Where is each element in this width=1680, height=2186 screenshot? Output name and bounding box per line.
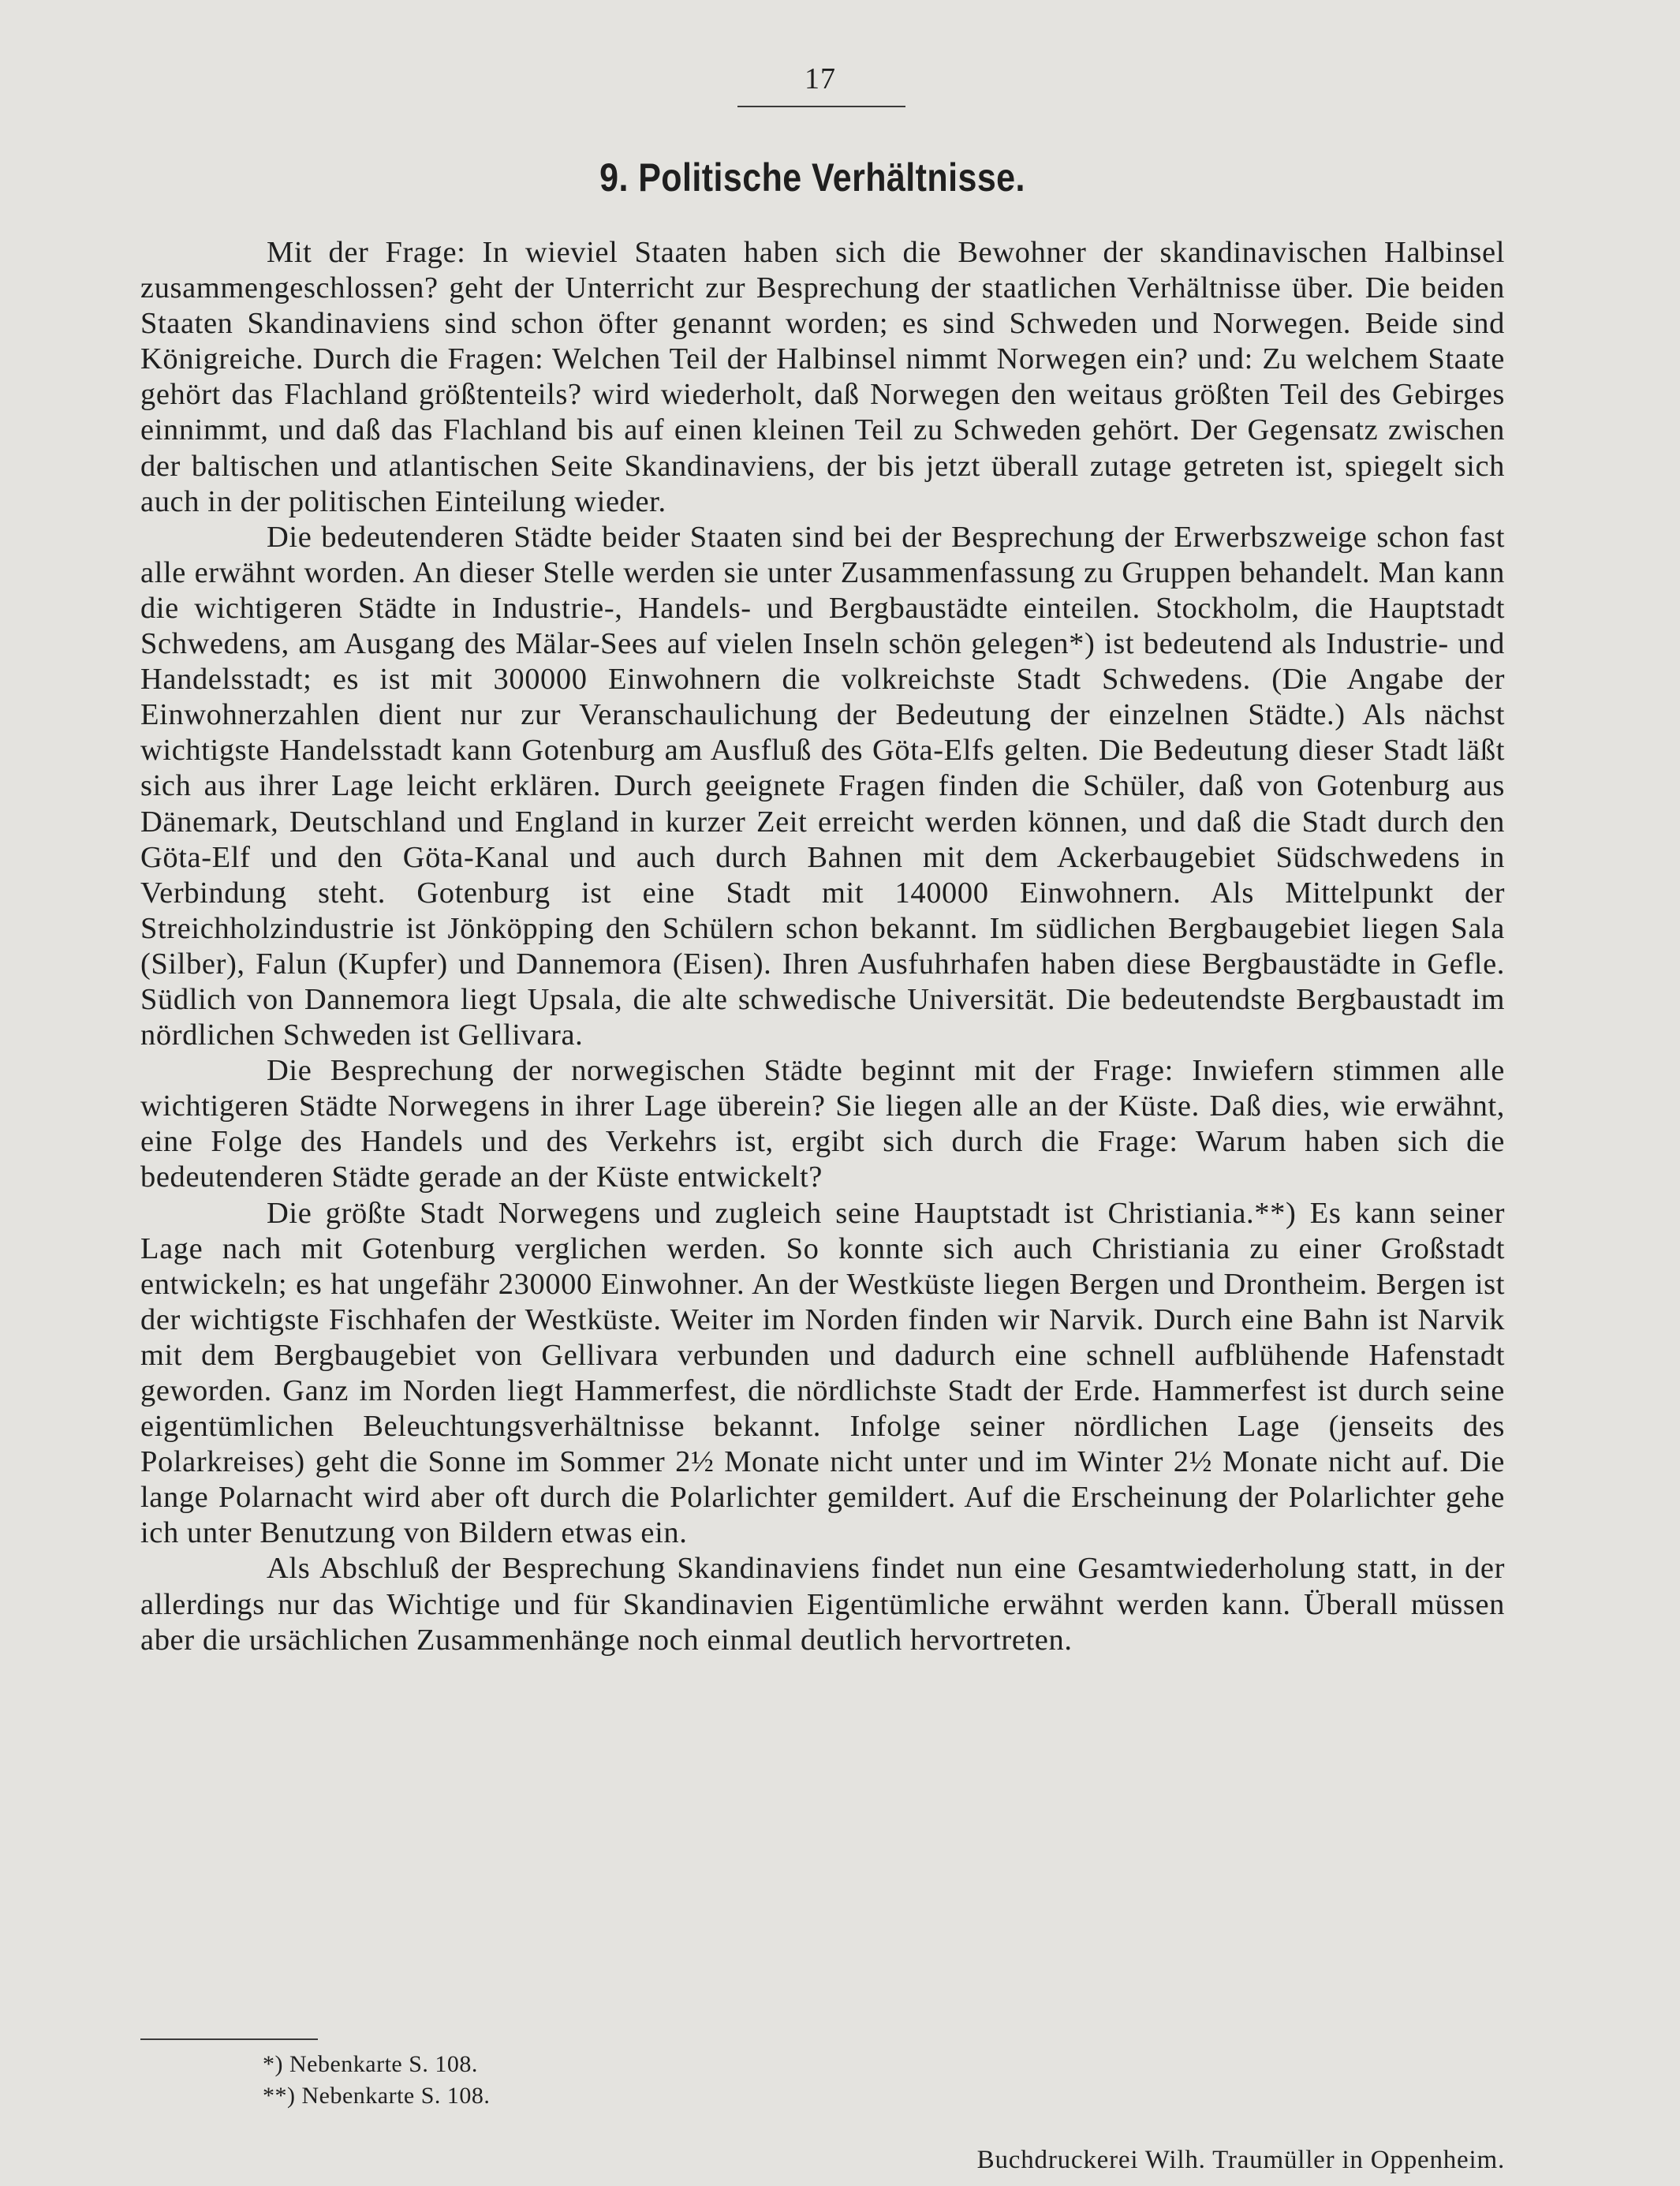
footnote-2: **) Nebenkarte S. 108. [263, 2083, 491, 2109]
paragraph-2: Die bedeutenderen Städte beider Staaten sind bei der Besprechung der Erwerbszweige schon fast alle erwähnt worden. An dieser Stelle werden sie unter Zusammenfassung zu Gruppen behandelt. Man kann die wichtigeren Städte in Industrie-, Handels- und Bergbaustädte einteilen. Stockholm, die Hauptstadt Schwedens, am Ausgang des Mälar-Sees auf vielen Inseln schön gelegen*) ist bedeutend als Industrie- und Handelsstadt; es ist mit 300000 Einwohnern die volkreichste Stadt Schwedens. (Die Angabe der Einwohnerzahlen dient nur zur Veranschaulichung der Bedeutung der einzelnen Städte.) Als nächst wichtigste Handelsstadt kann Gotenburg am Ausfluß des Göta-Elfs gelten. Die Bedeutung dieser Stadt läßt sich aus ihrer Lage leicht erklären. Durch geeignete Fragen finden die Schüler, daß von Gotenburg aus Dänemark, Deutschland und England in kurzer Zeit erreicht werden können, und daß die Stadt durch den Göta-Elf und den Göta-Kanal und auch durch Bahnen mit dem Ackerbaugebiet Südschwedens in Verbindung steht. Gotenburg ist eine Stadt mit 140000 Einwohnern. Als Mittelpunkt der Streichholzindustrie ist Jönköpping den Schülern schon bekannt. Im südlichen Bergbaugebiet liegen Sala (Silber), Falun (Kupfer) und Dannemora (Eisen). Ihren Ausfuhrhafen haben diese Bergbaustädte in Gefle. Südlich von Dannemora liegt Upsala, die alte schwedische Universität. Die bedeutendste Bergbaustadt im nördlichen Schweden ist Gellivara. [140, 520, 1505, 1052]
footnotes [263, 2049, 490, 2112]
paragraph-3: Die Besprechung der norwegischen Städte beginnt mit der Frage: Inwiefern stimmen alle wichtigeren Städte Norwegens in ihrer Lage überein? Sie liegen alle an der Küste. Daß dies, wie erwähnt, eine Folge des Handels und des Verkehrs ist, ergibt sich durch die Frage: Warum haben sich die bedeutenderen Städte gerade an der Küste entwickelt? [140, 1054, 1505, 1194]
printer-imprint: Buchdruckerei Wilh. Traumüller in Oppenheim. [976, 2146, 1505, 2174]
page-number: 17 [805, 62, 836, 95]
paragraph-1: Mit der Frage: In wieviel Staaten haben sich die Bewohner der skandinavischen Halbinsel zusammengeschlossen? geht der Unterricht zur Besprechung der staatlichen Verhältnisse über. Die beiden Staaten Skandinaviens sind schon öfter genannt worden; es sind Schweden und Norwegen. Beide sind Königreiche. Durch die Fragen: Welchen Teil der Halbinsel nimmt Norwegen ein? und: Zu welchem Staate gehört das Flachland größtenteils? wird wiederholt, daß Norwegen den weitaus größten Teil des Gebirges einnimmt, und daß das Flachland bis auf einen kleinen Teil zu Schweden gehört. Der Gegensatz zwischen der baltischen und atlantischen Seite Skandinaviens, der bis jetzt überall zutage getreten ist, spiegelt sich auch in der politischen Einteilung wieder. [140, 236, 1505, 518]
page-number-rule [737, 106, 905, 107]
footnote-rule [140, 2038, 318, 2040]
paragraph-4: Die größte Stadt Norwegens und zugleich seine Hauptstadt ist Christiania.**) Es kann seiner Lage nach mit Gotenburg verglichen werden. So konnte sich auch Christiania zu einer Großstadt entwickeln; es hat ungefähr 230000 Einwohner. An der Westküste liegen Bergen und Drontheim. Bergen ist der wichtigste Fischhafen der Westküste. Weiter im Norden finden wir Narvik. Durch eine Bahn ist Narvik mit dem Bergbaugebiet von Gellivara verbunden und dadurch eine schnell aufblühende Hafenstadt geworden. Ganz im Norden liegt Hammerfest, die nördlichste Stadt der Erde. Hammerfest ist durch seine eigentümlichen Beleuchtungsverhältnisse bekannt. Infolge seiner nördlichen Lage (jenseits des Polarkreises) geht die Sonne im Sommer 2½ Monate nicht unter und im Winter 2½ Monate nicht auf. Die lange Polarnacht wird aber oft durch die Polarlichter gemildert. Auf die Erscheinung der Polarlichter gehe ich unter Benutzung von Bildern etwas ein. [140, 1196, 1505, 1550]
paragraph-5: Als Abschluß der Besprechung Skandinaviens findet nun eine Gesamtwiederholung statt, in der allerdings nur das Wichtige und für Skandinavien Eigentümliche erwähnt werden kann. Überall müssen aber die ursächlichen Zusammenhänge noch einmal deutlich hervortreten. [140, 1552, 1505, 1657]
section-title: 9. Politische Verhältnisse. [599, 155, 1025, 200]
body-text [140, 235, 1505, 1658]
footnote-1: *) Nebenkarte S. 108. [263, 2051, 478, 2077]
